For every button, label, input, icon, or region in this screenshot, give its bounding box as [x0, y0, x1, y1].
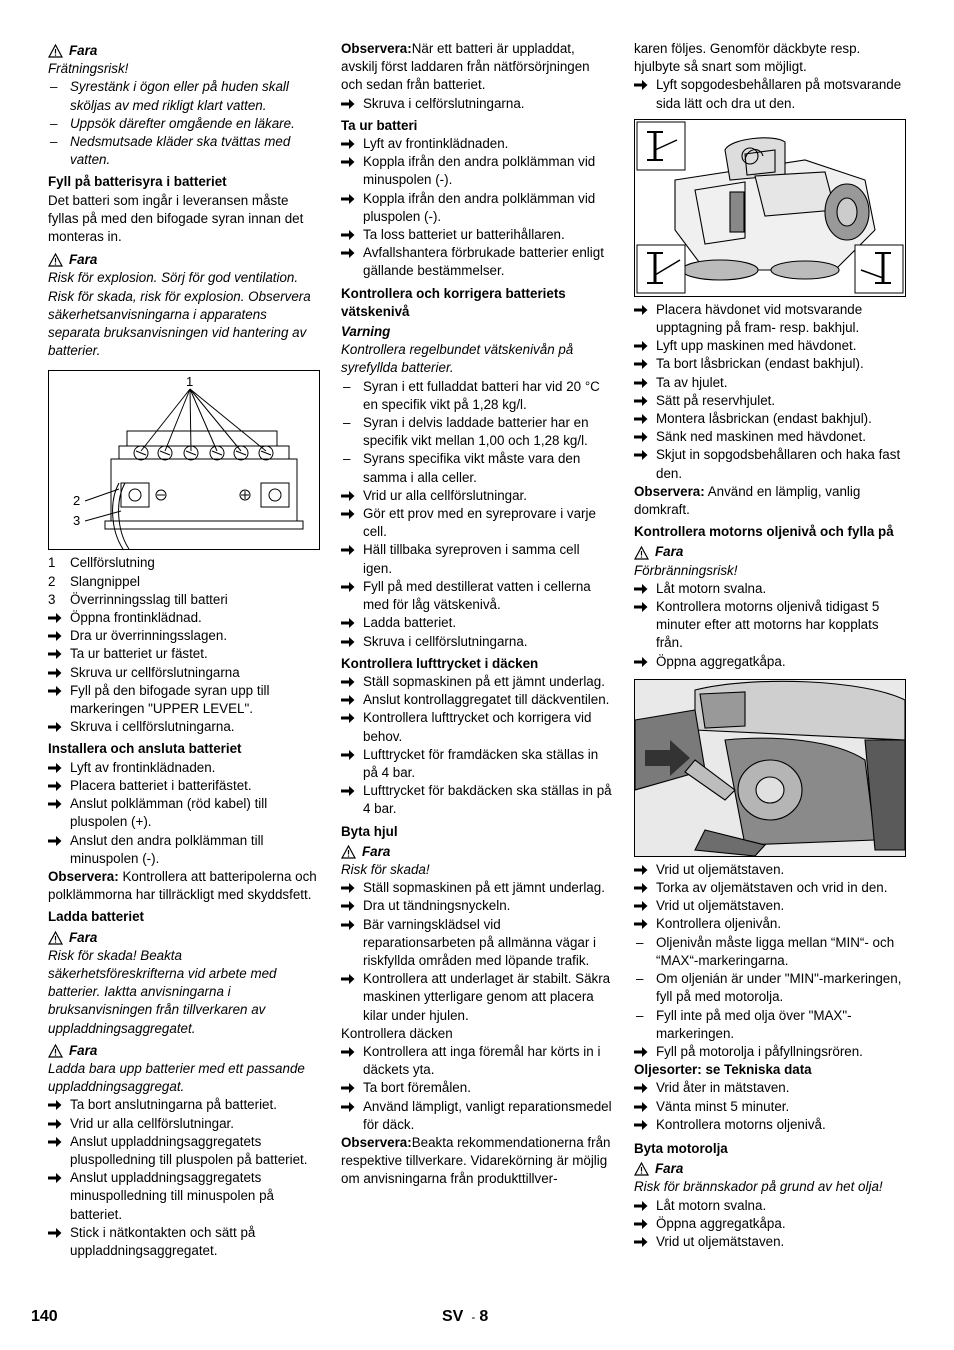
warning-triangle-icon — [634, 546, 649, 560]
arrow-bullet-icon — [341, 970, 361, 990]
dash-text: Syran i ett fulladdat batteri har vid 20 °C en specifik vikt på 1,28 kg/l. — [363, 378, 600, 412]
dash-bullet: – — [343, 415, 351, 431]
dash-bullet: – — [636, 1007, 644, 1023]
dash-item — [48, 133, 320, 169]
step-item — [48, 1169, 320, 1224]
arrow-bullet-icon — [634, 580, 654, 600]
warning-triangle-icon — [48, 253, 63, 267]
step-text: Öppna frontinklädnad. — [70, 610, 202, 626]
arrow-bullet-icon — [634, 879, 654, 899]
arrow-bullet-icon — [341, 916, 361, 936]
section-heading: Kontrollera och korrigera batteriets vätskenivå — [341, 285, 566, 319]
page-number: 140 — [31, 1308, 58, 1325]
step-item — [341, 916, 612, 971]
step-list — [341, 487, 612, 651]
step-item — [48, 759, 320, 777]
step-item — [634, 337, 907, 355]
arrow-bullet-icon — [341, 879, 361, 899]
legend-text: Cellförslutning — [70, 555, 155, 571]
arrow-bullet-icon — [48, 1096, 68, 1116]
step-item — [341, 244, 612, 280]
column-middle — [341, 40, 612, 1189]
step-list — [341, 673, 612, 819]
dash-list — [634, 934, 907, 1043]
dash-item — [634, 970, 907, 1006]
arrow-bullet-icon — [341, 505, 361, 525]
step-item — [634, 1197, 907, 1215]
arrow-bullet-icon — [341, 746, 361, 766]
step-text: Dra ur överrinningsslagen. — [70, 628, 228, 644]
arrow-bullet-icon — [341, 633, 361, 653]
step-text: Kontrollera lufttrycket och korrigera vid behov. — [363, 710, 592, 744]
sweeper-illustration — [635, 120, 905, 296]
note-paragraph: Observera:När ett batteri är uppladdat, avskilj först laddaren från nätförsörjningen och sedan från batteriet. — [341, 41, 590, 93]
step-text: Anslut kontrollaggregatet till däckventilen. — [363, 692, 610, 708]
legend-item — [48, 573, 320, 591]
step-text: Anslut uppladdningsaggregatets pluspolledning till pluspolen på batteriet. — [70, 1133, 308, 1167]
figure-callout-1: 1 — [186, 374, 194, 390]
step-text: Skruva i cellförslutningarna. — [70, 719, 235, 735]
step-text: Lufttrycket för framdäcken ska ställas in på 4 bar. — [363, 746, 599, 780]
dash-text: Syran i delvis laddade batterier har en specifik vikt mellan 1,00 och 1,28 kg/l. — [363, 415, 589, 449]
dash-text: Oljenivån måste ligga mellan “MIN“- och “MAX“-markeringarna. — [656, 934, 895, 968]
warning-text: Frätningsrisk! — [48, 61, 129, 77]
section-heading: Ladda batteriet — [48, 909, 144, 925]
step-item — [341, 879, 612, 897]
paragraph: Kontrollera däcken — [341, 1025, 453, 1041]
step-text: Vrid ut oljemätstaven. — [656, 898, 785, 914]
arrow-bullet-icon — [48, 682, 68, 702]
warning-heading: Fara — [48, 42, 320, 60]
step-item — [634, 1079, 907, 1097]
warning-heading: Fara — [634, 543, 907, 561]
step-item — [634, 879, 907, 897]
legend-text: Slangnippel — [70, 573, 140, 589]
arrow-bullet-icon — [634, 598, 654, 618]
step-item — [48, 795, 320, 831]
arrow-bullet-icon — [48, 627, 68, 647]
warning-text: Ladda bara upp batterier med ett passande uppladdningsaggregat. — [48, 1060, 305, 1095]
dash-bullet: – — [636, 971, 644, 987]
step-item — [341, 746, 612, 782]
step-list — [341, 135, 612, 281]
column-right — [634, 40, 907, 1251]
step-text: Öppna aggregatkåpa. — [656, 653, 786, 669]
step-item — [634, 915, 907, 933]
arrow-bullet-icon — [634, 861, 654, 881]
step-text: Ta ur batteriet ur fästet. — [70, 646, 208, 662]
arrow-bullet-icon — [48, 795, 68, 815]
warning-heading: Fara — [341, 843, 612, 861]
step-text: Vrid ur alla cellförslutningar. — [363, 487, 527, 503]
dash-bullet: – — [50, 115, 58, 131]
arrow-bullet-icon — [341, 244, 361, 264]
step-text: Kontrollera motorns oljenivå. — [656, 1116, 826, 1132]
dash-text: Om oljenián är under "MIN"-markeringen, fyll på med motorolja. — [656, 971, 902, 1005]
dash-text: Uppsök därefter omgående en läkare. — [70, 115, 295, 131]
note-paragraph: Observera:Beakta rekommendationerna från respektive tillverkare. Vidarekörning är möjlig om anvisningarna från produkttillver- — [341, 1134, 611, 1187]
step-text: Stick i nätkontakten och sätt på uppladdningsaggregatet. — [70, 1224, 256, 1258]
step-text: Lyft upp maskinen med hävdonet. — [656, 338, 857, 354]
dash-item — [341, 450, 612, 486]
legend-number: 2 — [48, 573, 56, 589]
dash-bullet: – — [50, 79, 58, 95]
arrow-bullet-icon — [48, 1224, 68, 1244]
step-item — [341, 578, 612, 614]
step-text: Häll tillbaka syreproven i samma cell igen. — [363, 542, 580, 576]
legend-item — [48, 591, 320, 609]
section-heading: Kontrollera lufttrycket i däcken — [341, 655, 539, 671]
step-list — [341, 1043, 612, 1134]
dash-text: Syrestänk i ögon eller på huden skall sköljas av med rikligt klart vatten. — [70, 79, 289, 113]
step-text: Fyll på motorolja i påfyllningsrören. — [656, 1043, 863, 1059]
arrow-bullet-icon — [341, 1098, 361, 1118]
step-item — [634, 1043, 907, 1061]
section-heading: Byta motorolja — [634, 1140, 728, 1156]
step-text: Anslut den andra polklämman till minuspolen (-). — [70, 832, 264, 866]
step-item — [341, 135, 612, 153]
arrow-bullet-icon — [634, 337, 654, 357]
arrow-bullet-icon — [341, 190, 361, 210]
warning-triangle-icon — [634, 1162, 649, 1176]
step-item — [341, 673, 612, 691]
step-list — [341, 95, 612, 113]
arrow-bullet-icon — [341, 709, 361, 729]
dash-bullet: – — [636, 934, 644, 950]
step-item — [341, 1098, 612, 1134]
arrow-bullet-icon — [341, 578, 361, 598]
battery-figure — [48, 370, 320, 550]
arrow-bullet-icon — [48, 664, 68, 684]
step-item — [48, 1133, 320, 1169]
warning-heading: Fara — [48, 251, 320, 269]
dash-item — [634, 1007, 907, 1043]
arrow-bullet-icon — [634, 653, 654, 673]
arrow-bullet-icon — [634, 1215, 654, 1235]
engine-illustration — [635, 680, 905, 856]
dash-list — [48, 78, 320, 169]
legend-item — [48, 554, 320, 572]
arrow-bullet-icon — [634, 1116, 654, 1136]
step-text: Fyll på den bifogade syran upp till markeringen "UPPER LEVEL". — [70, 682, 270, 717]
step-text: Gör ett prov med en syreprovare i varje cell. — [363, 506, 596, 540]
warning-heading: Fara — [634, 1160, 907, 1178]
legend-number: 3 — [48, 591, 56, 607]
step-text: Kontrollera att underlaget är stabilt. Säkra maskinen ytterligare genom att placera kilar under hjulen. — [363, 971, 611, 1023]
engine-figure — [634, 679, 906, 857]
arrow-bullet-icon — [341, 95, 361, 115]
step-item — [634, 355, 907, 373]
step-item — [48, 609, 320, 627]
paragraph: Det batteri som ingår i leveransen måste fyllas på med den bifogade syran innan det monteras in. — [48, 192, 304, 245]
battery-illustration — [49, 371, 319, 549]
arrow-bullet-icon — [341, 782, 361, 802]
dash-item — [48, 78, 320, 114]
step-item — [634, 861, 907, 879]
note-paragraph: Observera: Använd en lämplig, vanlig domkraft. — [634, 483, 861, 518]
step-item — [341, 1079, 612, 1097]
step-text: Använd lämpligt, vanligt reparationsmedel för däck. — [363, 1098, 612, 1132]
caution-text: Kontrollera regelbundet vätskenivån på syrefyllda batterier. — [341, 342, 574, 376]
step-item — [634, 428, 907, 446]
step-text: Kontrollera att inga föremål har körts in i däckets yta. — [363, 1043, 601, 1078]
step-item — [634, 580, 907, 598]
arrow-bullet-icon — [341, 1079, 361, 1099]
dash-text: Nedsmutsade kläder ska tvättas med vatten. — [70, 134, 291, 168]
step-text: Anslut uppladdningsaggregatets minuspolledning till minuspolen på batteriet. — [70, 1170, 274, 1222]
warning-triangle-icon — [48, 44, 63, 58]
language-section-number: SV - 8 — [442, 1308, 489, 1325]
step-text: Lufttrycket för bakdäcken ska ställas in på 4 bar. — [363, 783, 612, 817]
step-item — [341, 95, 612, 113]
arrow-bullet-icon — [341, 1043, 361, 1063]
step-text: Fyll på med destillerat vatten i cellerna med för låg vätskenivå. — [363, 578, 591, 613]
step-text: Koppla ifrån den andra polklämman vid minuspolen (-). — [363, 154, 596, 188]
step-item — [48, 682, 320, 718]
arrow-bullet-icon — [634, 1233, 654, 1253]
step-item — [634, 1116, 907, 1134]
arrow-bullet-icon — [634, 355, 654, 375]
step-item — [341, 691, 612, 709]
step-item — [634, 76, 907, 112]
arrow-bullet-icon — [48, 718, 68, 738]
step-text: Dra ut tändningsnyckeln. — [363, 898, 511, 914]
warning-triangle-icon — [48, 931, 63, 945]
step-list — [634, 76, 907, 112]
step-text: Ladda batteriet. — [363, 615, 457, 631]
step-text: Kontrollera oljenivån. — [656, 916, 782, 932]
step-item — [48, 832, 320, 868]
arrow-bullet-icon — [634, 1079, 654, 1099]
step-item — [48, 645, 320, 663]
dash-text: Fyll inte på med olja över "MAX"-markeringen. — [656, 1007, 852, 1041]
step-item — [341, 782, 612, 818]
step-text: Skjut in sopgodsbehållaren och haka fast den. — [656, 447, 901, 481]
step-item — [634, 1233, 907, 1251]
dash-bullet: – — [343, 451, 351, 467]
step-item — [634, 598, 907, 653]
warning-text: Risk för skada! — [341, 861, 430, 877]
arrow-bullet-icon — [634, 1197, 654, 1217]
arrow-bullet-icon — [341, 897, 361, 917]
arrow-bullet-icon — [634, 374, 654, 394]
dash-item — [341, 414, 612, 450]
arrow-bullet-icon — [634, 1098, 654, 1118]
section-heading: Installera och ansluta batteriet — [48, 741, 242, 757]
arrow-bullet-icon — [341, 691, 361, 711]
step-list — [48, 609, 320, 736]
step-item — [634, 446, 907, 482]
step-item — [634, 410, 907, 428]
warning-triangle-icon — [48, 1044, 63, 1058]
step-item — [341, 153, 612, 189]
dash-text: Syrans specifika vikt måste vara den samma i alla celler. — [363, 451, 581, 485]
step-text: Avfallshantera förbrukade batterier enligt gällande bestämmelser. — [363, 245, 604, 279]
step-text: Anslut polklämman (röd kabel) till pluspolen (+). — [70, 796, 268, 830]
arrow-bullet-icon — [634, 428, 654, 448]
step-item — [341, 970, 612, 1025]
arrow-bullet-icon — [634, 392, 654, 412]
step-item — [634, 897, 907, 915]
paragraph: karen följes. Genomför däckbyte resp. hjulbyte så snart som möjligt. — [634, 41, 861, 75]
step-item — [48, 1224, 320, 1260]
warning-text: Risk för brännskador på grund av het olja! — [634, 1179, 883, 1195]
step-list — [634, 1043, 907, 1061]
step-item — [341, 614, 612, 632]
arrow-bullet-icon — [48, 1169, 68, 1189]
step-text: Lyft av frontinklädnaden. — [363, 136, 509, 152]
step-text: Lyft av frontinklädnaden. — [70, 759, 216, 775]
arrow-bullet-icon — [48, 645, 68, 665]
arrow-bullet-icon — [341, 226, 361, 246]
step-text: Öppna aggregatkåpa. — [656, 1215, 786, 1231]
arrow-bullet-icon — [634, 897, 654, 917]
arrow-bullet-icon — [341, 135, 361, 155]
arrow-bullet-icon — [48, 777, 68, 797]
step-item — [634, 392, 907, 410]
figure-callout-2: 2 — [73, 493, 81, 509]
dash-bullet: – — [343, 378, 351, 394]
step-item — [341, 505, 612, 541]
section-heading: Ta ur batteri — [341, 117, 418, 133]
arrow-bullet-icon — [634, 76, 654, 96]
step-item — [634, 1098, 907, 1116]
section-heading: Kontrollera motorns oljenivå och fylla på — [634, 524, 894, 540]
step-item — [341, 190, 612, 226]
step-text: Kontrollera motorns oljenivå tidigast 5 minuter efter att motorns har kopplats från. — [656, 599, 880, 651]
figure-callout-3: 3 — [73, 513, 81, 529]
step-text: Vrid ur alla cellförslutningar. — [70, 1115, 234, 1131]
dash-bullet: – — [50, 134, 58, 150]
step-text: Skruva i celförslutningarna. — [363, 95, 525, 111]
step-item — [341, 1043, 612, 1079]
arrow-bullet-icon — [341, 153, 361, 173]
step-text: Placera batteriet i batterifästet. — [70, 777, 252, 793]
step-text: Bär varningsklädsel vid reparationsarbeten på allmänna vägar i riskfyllda områden med löpande trafik. — [363, 916, 596, 968]
dash-list — [341, 378, 612, 487]
section-heading: Oljesorter: se Tekniska data — [634, 1062, 812, 1078]
arrow-bullet-icon — [48, 609, 68, 629]
warning-heading: Fara — [48, 1042, 320, 1060]
step-text: Ta av hjulet. — [656, 374, 728, 390]
step-text: Montera låsbrickan (endast bakhjul). — [656, 411, 872, 427]
arrow-bullet-icon — [48, 832, 68, 852]
arrow-bullet-icon — [48, 759, 68, 779]
dash-item — [341, 378, 612, 414]
step-item — [48, 777, 320, 795]
step-list — [48, 1096, 320, 1260]
section-heading: Byta hjul — [341, 823, 398, 839]
step-text: Vrid ut oljemätstaven. — [656, 1233, 785, 1249]
step-text: Sätt på reservhjulet. — [656, 392, 776, 408]
step-text: Låt motorn svalna. — [656, 1197, 767, 1213]
dash-item — [48, 115, 320, 133]
step-list — [634, 861, 907, 934]
step-item — [341, 541, 612, 577]
step-text: Sänk ned maskinen med hävdonet. — [656, 429, 866, 445]
warning-text: Risk för explosion. Sörj för god ventilation. Risk för skada, risk för explosion. Observera säkerhetsanvisningarna i apparatens separata bruksanvisningen vid hantering av batterier. — [48, 270, 311, 359]
step-item — [341, 487, 612, 505]
arrow-bullet-icon — [634, 301, 654, 321]
legend-number: 1 — [48, 555, 56, 571]
arrow-bullet-icon — [341, 541, 361, 561]
step-item — [634, 301, 907, 337]
step-item — [48, 1096, 320, 1114]
arrow-bullet-icon — [48, 1133, 68, 1153]
warning-text: Risk för skada! Beakta säkerhetsföreskrifterna vid arbete med batterier. Iaktta anvisningarna i bruksanvisningen från tillverkaren av uppladdningsaggregatet. — [48, 947, 277, 1036]
step-text: Ta bort föremålen. — [363, 1080, 471, 1096]
arrow-bullet-icon — [634, 915, 654, 935]
caution-heading: Varning — [341, 324, 391, 340]
step-list — [634, 1079, 907, 1134]
step-text: Vrid åter in mätstaven. — [656, 1080, 790, 1096]
section-heading: Fyll på batterisyra i batteriet — [48, 174, 227, 190]
warning-triangle-icon — [341, 845, 356, 859]
step-item — [634, 374, 907, 392]
step-text: Ställ sopmaskinen på ett jämnt underlag. — [363, 880, 605, 896]
step-text: Ställ sopmaskinen på ett jämnt underlag. — [363, 673, 605, 689]
arrow-bullet-icon — [634, 446, 654, 466]
warning-text: Förbränningsrisk! — [634, 562, 738, 578]
step-item — [341, 709, 612, 745]
step-text: Ta loss batteriet ur batterihållaren. — [363, 227, 565, 243]
step-item — [341, 226, 612, 244]
note-paragraph: Observera: Kontrollera att batteripolerna och polklämmorna har tillräckligt med skyddsfett. — [48, 868, 317, 903]
step-item — [48, 1115, 320, 1133]
step-item — [48, 718, 320, 736]
arrow-bullet-icon — [634, 410, 654, 430]
sweeper-figure — [634, 119, 906, 297]
step-item — [48, 664, 320, 682]
column-left — [48, 40, 320, 1260]
step-item — [634, 653, 907, 671]
arrow-bullet-icon — [634, 1043, 654, 1063]
step-text: Vänta minst 5 minuter. — [656, 1098, 790, 1114]
dash-item — [634, 934, 907, 970]
step-list — [48, 759, 320, 868]
arrow-bullet-icon — [341, 487, 361, 507]
warning-heading: Fara — [48, 929, 320, 947]
arrow-bullet-icon — [341, 673, 361, 693]
step-text: Lyft sopgodesbehållaren på motsvarande sida lätt och dra ut den. — [656, 77, 902, 111]
step-text: Koppla ifrån den andra polklämman vid pluspolen (-). — [363, 190, 596, 224]
figure-legend — [48, 554, 320, 609]
arrow-bullet-icon — [341, 614, 361, 634]
step-text: Torka av oljemätstaven och vrid in den. — [656, 880, 888, 896]
step-text: Placera hävdonet vid motsvarande upptagning på fram- resp. bakhjul. — [656, 301, 863, 336]
step-item — [341, 633, 612, 651]
step-text: Ta bort låsbrickan (endast bakhjul). — [656, 356, 864, 372]
step-list — [634, 580, 907, 671]
arrow-bullet-icon — [48, 1115, 68, 1135]
step-list — [634, 301, 907, 483]
step-text: Ta bort anslutningarna på batteriet. — [70, 1097, 277, 1113]
step-item — [634, 1215, 907, 1233]
step-list — [341, 879, 612, 1025]
step-item — [48, 627, 320, 645]
legend-text: Överrinningsslag till batteri — [70, 591, 228, 607]
step-text: Skruva i cellförslutningarna. — [363, 633, 528, 649]
step-text: Skruva ur cellförslutningarna — [70, 664, 240, 680]
step-text: Vrid ut oljemätstaven. — [656, 861, 785, 877]
step-text: Låt motorn svalna. — [656, 580, 767, 596]
step-list — [634, 1197, 907, 1252]
step-item — [341, 897, 612, 915]
